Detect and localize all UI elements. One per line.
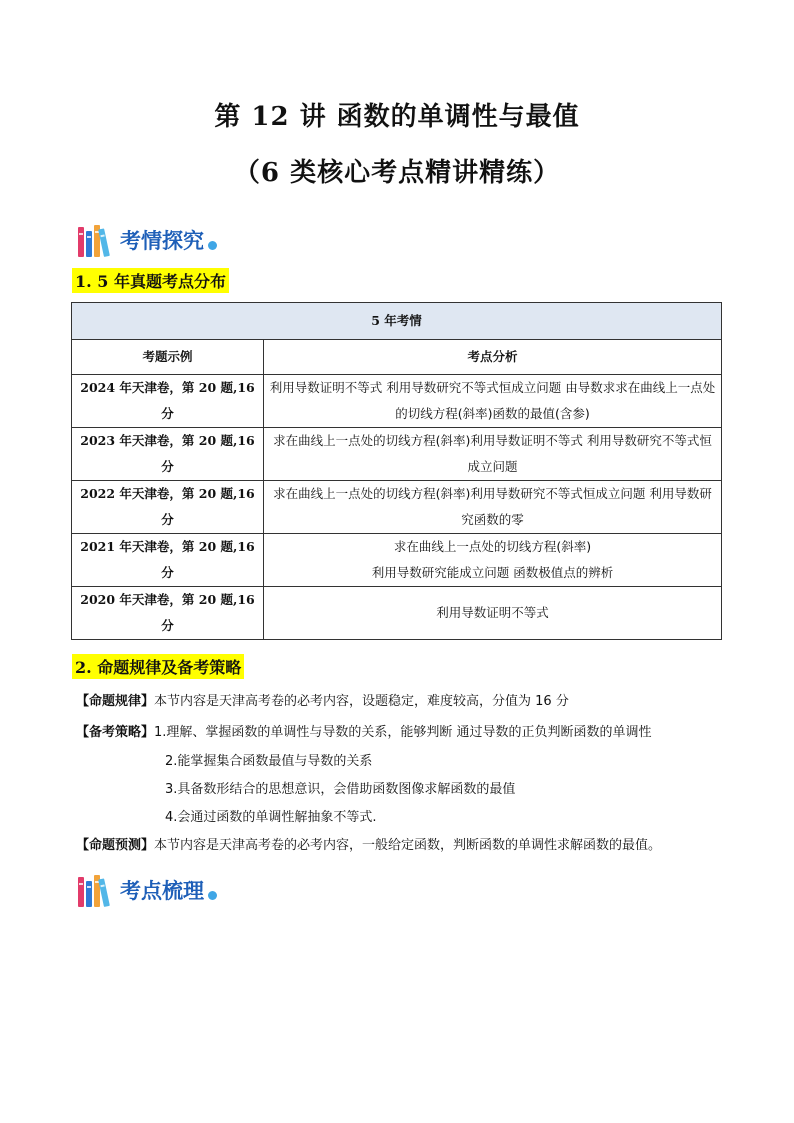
rules-text: 本节内容是天津高考卷的必考内容，设题稳定，难度较高，分值为 16 分 [154, 694, 569, 709]
strategy-item: 4.会通过函数的单调性解抽象不等式. [165, 810, 377, 825]
row-analysis [264, 534, 722, 587]
col-header-source: 考题示例 [72, 340, 264, 375]
section-kaodian [78, 872, 217, 908]
row-analysis: 求在曲线上一点处的切线方程(斜率)利用导数研究不等式恒成立问题 利用导数研究函数的零 [264, 481, 722, 534]
rules-tag: 【命题规律】 [76, 694, 155, 709]
table-row [72, 375, 722, 428]
forecast-text: 本节内容是天津高考卷的必考内容，一般给定函数，判断函数的单调性求解函数的最值。 [154, 838, 662, 853]
row-source: 2024 年天津卷，第 20 题,16 分 [72, 375, 264, 428]
books-icon [78, 873, 112, 907]
row-source: 2020 年天津卷，第 20 题,16 分 [72, 587, 264, 640]
row-source: 2022 年天津卷，第 20 题,16 分 [72, 481, 264, 534]
forecast-paragraph [76, 834, 661, 853]
strategy-item: 2.能掌握集合函数最值与导数的关系 [165, 754, 373, 769]
row-analysis: 求在曲线上一点处的切线方程(斜率)利用导数证明不等式 利用导数研究不等式恒成立问题 [264, 428, 722, 481]
strategy-paragraph [76, 721, 652, 740]
page-title: 第 12 讲 函数的单调性与最值 [214, 102, 580, 132]
dot-icon [208, 891, 217, 900]
books-icon [78, 223, 112, 257]
col-header-analysis: 考点分析 [264, 340, 722, 375]
page-subtitle: （6 类核心考点精讲精练） [233, 158, 561, 188]
row-analysis-line: 求在曲线上一点处的切线方程(斜率) [393, 539, 592, 554]
exam-table [71, 302, 722, 640]
section-label: 考点梳理 [120, 879, 204, 903]
strategy-item: 1.理解、掌握函数的单调性与导数的关系，能够判断 通过导数的正负判断函数的单调性 [154, 725, 652, 740]
heading-strategy: 2. 命题规律及备考策略 [72, 654, 244, 679]
section-kaoqing [78, 222, 217, 258]
rules-paragraph [76, 690, 569, 709]
table-row [72, 428, 722, 481]
heading-distribution: 1. 5 年真题考点分布 [72, 268, 229, 293]
row-source: 2023 年天津卷，第 20 题,16 分 [72, 428, 264, 481]
row-analysis: 利用导数证明不等式 利用导数研究不等式恒成立问题 由导数求求在曲线上一点处的切线方程(斜率)函数的最值(含参) [264, 375, 722, 428]
table-caption: 5 年考情 [72, 303, 722, 340]
row-analysis-line: 利用导数研究能成立问题 函数极值点的辨析 [371, 565, 614, 580]
row-source: 2021 年天津卷，第 20 题,16 分 [72, 534, 264, 587]
table-row [72, 481, 722, 534]
row-analysis: 利用导数证明不等式 [264, 587, 722, 640]
section-label: 考情探究 [120, 229, 204, 253]
strategy-item: 3.具备数形结合的思想意识，会借助函数图像求解函数的最值 [165, 782, 516, 797]
strategy-tag: 【备考策略】 [76, 725, 155, 740]
forecast-tag: 【命题预测】 [76, 838, 155, 853]
table-row [72, 534, 722, 587]
table-row [72, 587, 722, 640]
dot-icon [208, 241, 217, 250]
